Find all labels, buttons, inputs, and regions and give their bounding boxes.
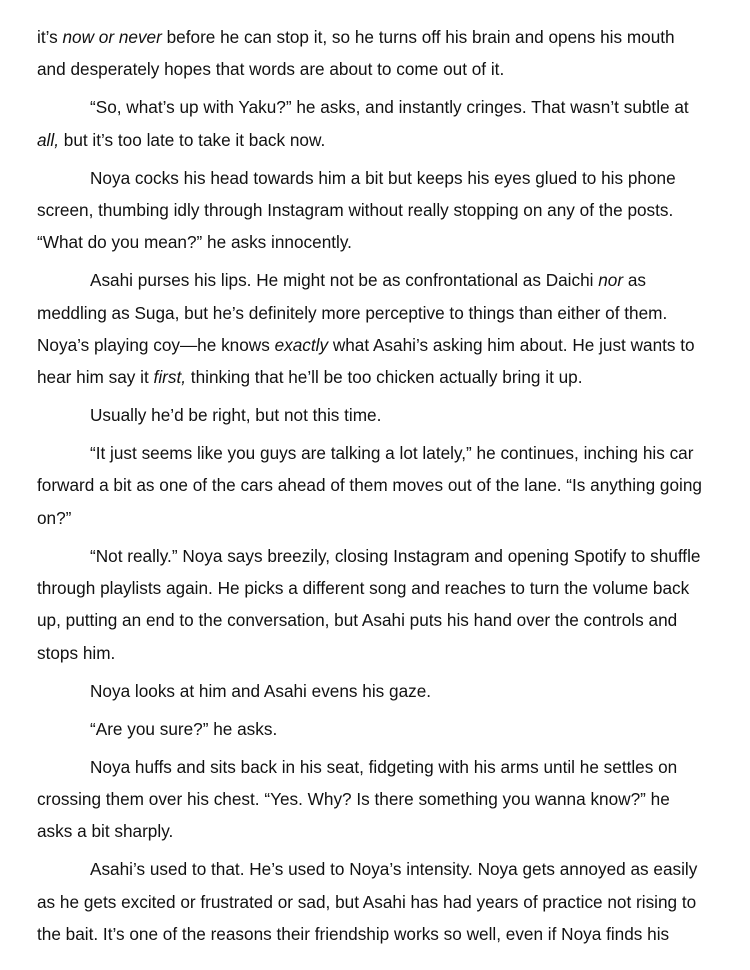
- text-line: [90, 681, 431, 701]
- text-run: and desperately hopes that words are about to come out of it.: [37, 59, 505, 80]
- text-run: before he can stop it, so he turns off his brain and opens his mouth: [161, 27, 675, 47]
- text-run: Asahi purses his lips. He might not be as confrontational as Daichi: [90, 270, 599, 291]
- text-run: forward a bit as one of the cars ahead of them moves out of the lane. “Is anything going: [37, 475, 702, 496]
- text-line: [90, 443, 693, 463]
- text-line: [37, 200, 673, 220]
- text-line: [90, 270, 646, 290]
- italic-text: first,: [153, 367, 187, 388]
- text-line: [37, 335, 695, 355]
- text-run: Noya cocks his head towards him a bit but keeps his eyes glued to his phone: [90, 167, 676, 188]
- text-line: [37, 508, 71, 528]
- text-line: [37, 130, 325, 150]
- text-run: as he gets excited or frustrated or sad, but Asahi has had years of practice not rising to: [37, 891, 697, 912]
- text-run: “It just seems like you guys are talking a lot lately,” he continues, inching his car: [90, 443, 694, 464]
- text-run: it’s: [37, 27, 63, 47]
- text-line: [90, 757, 677, 777]
- text-run: the bait. It’s one of the reasons their friendship works so well, even if Noya finds his: [37, 923, 670, 944]
- text-run: meddling as Suga, but he’s definitely more perceptive to things than either of them.: [37, 302, 668, 323]
- text-run: “What do you mean?” he asks innocently.: [37, 232, 352, 253]
- italic-text: exactly: [274, 334, 329, 355]
- text-line: [37, 821, 173, 841]
- text-run: what Asahi’s asking him about. He just wants to: [328, 334, 695, 355]
- text-run: asks a bit sharply.: [37, 821, 174, 842]
- text-line: [37, 789, 670, 809]
- text-run: hear him say it: [37, 367, 154, 388]
- text-line: [37, 367, 583, 387]
- text-run: Noya looks at him and Asahi evens his gaze.: [90, 680, 432, 701]
- text-line: [37, 924, 669, 944]
- text-run: “So, what’s up with Yaku?” he asks, and instantly cringes. That wasn’t subtle at: [90, 97, 689, 118]
- text-run: “Are you sure?” he asks.: [90, 718, 278, 739]
- text-run: but it’s too late to take it back now.: [58, 129, 326, 150]
- italic-text: all,: [37, 129, 59, 150]
- text-run: screen, thumbing idly through Instagram without really stopping on any of the posts.: [37, 199, 674, 220]
- italic-text: now or never: [62, 27, 162, 47]
- text-line: [37, 475, 702, 495]
- text-line: [90, 405, 381, 425]
- text-run: crossing them over his chest. “Yes. Why? Is there something you wanna know?” he: [37, 788, 670, 809]
- text-run: on?”: [37, 507, 72, 528]
- text-line: [90, 168, 676, 188]
- text-run: Usually he’d be right, but not this time.: [90, 405, 382, 426]
- text-line: [90, 859, 697, 879]
- text-line: [37, 643, 115, 663]
- text-line: [90, 719, 277, 739]
- text-run: Noya’s playing coy—he knows: [37, 334, 275, 355]
- text-run: Noya huffs and sits back in his seat, fidgeting with his arms until he settles on: [90, 756, 678, 777]
- text-line: [37, 892, 696, 912]
- text-line: [37, 610, 677, 630]
- text-line: [90, 97, 689, 117]
- text-run: as: [623, 270, 647, 291]
- text-line: [37, 59, 504, 79]
- text-run: “Not really.” Noya says breezily, closing Instagram and opening Spotify to shuffle: [90, 545, 701, 566]
- text-line: [37, 232, 352, 252]
- text-run: Asahi’s used to that. He’s used to Noya’s intensity. Noya gets annoyed as easily: [90, 859, 698, 880]
- text-run: up, putting an end to the conversation, but Asahi puts his hand over the controls and: [37, 610, 678, 631]
- text-line: [90, 546, 700, 566]
- text-run: thinking that he’ll be too chicken actually bring it up.: [186, 367, 583, 388]
- text-run: stops him.: [37, 642, 116, 663]
- text-run: through playlists again. He picks a different song and reaches to turn the volume back: [37, 578, 690, 598]
- italic-text: nor: [598, 270, 624, 291]
- text-line: [37, 27, 675, 47]
- text-line: [37, 578, 689, 598]
- text-line: [37, 303, 667, 323]
